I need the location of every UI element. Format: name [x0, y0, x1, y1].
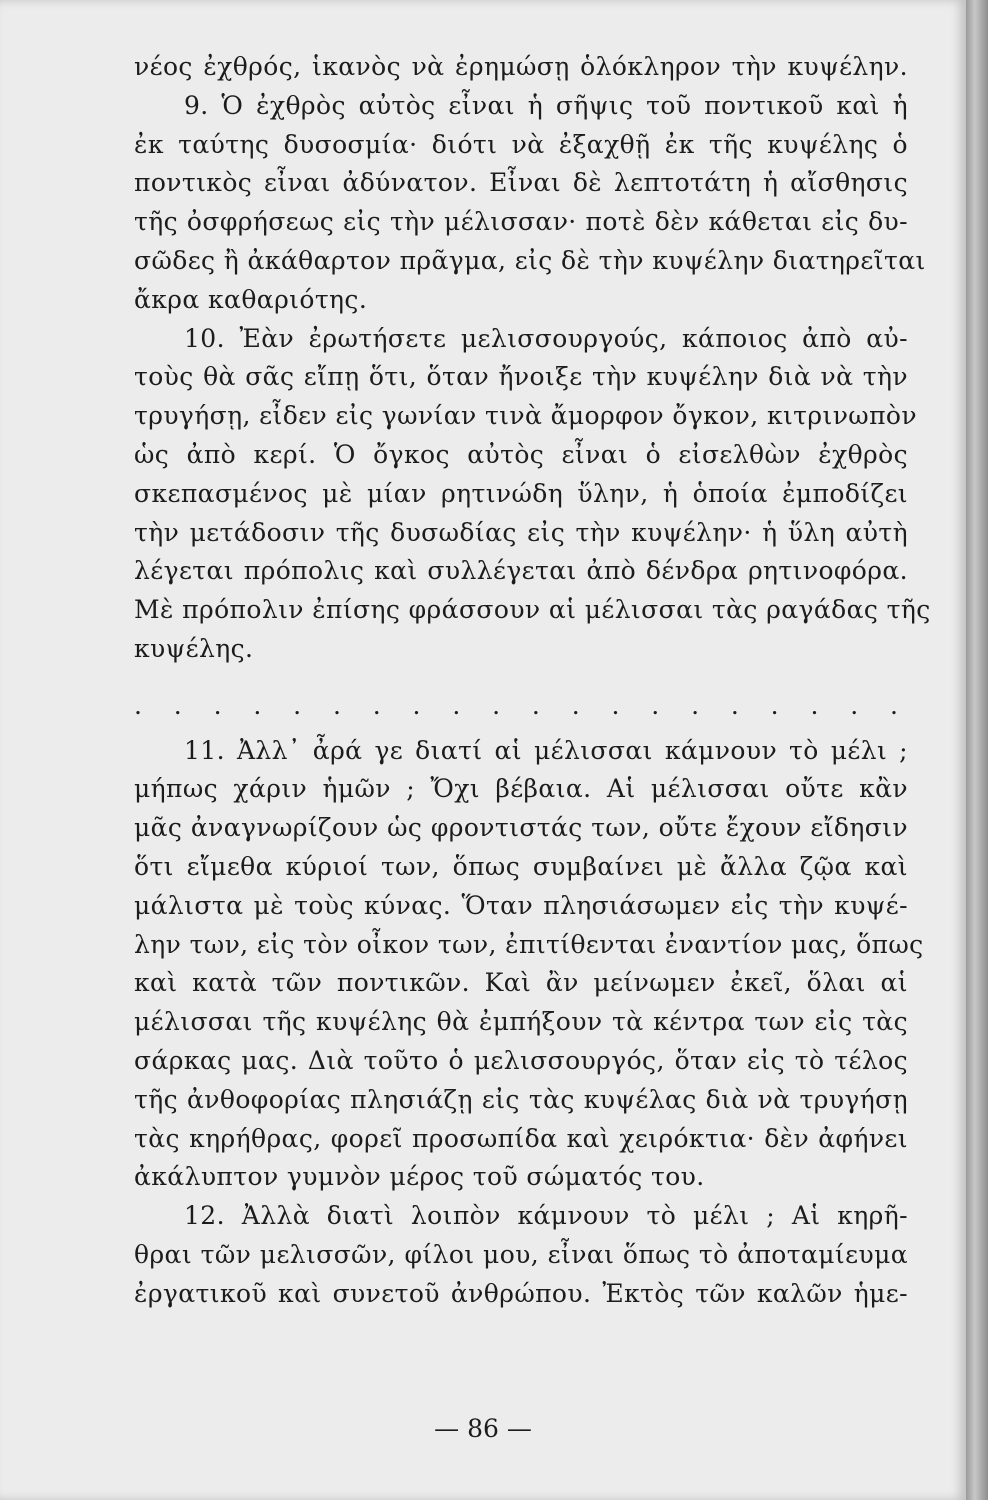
paragraph-9: [134, 87, 926, 320]
text-line: τῆς ὀσφρήσεως εἰς τὴν μέλισσαν· ποτὲ δὲν κάθεται εἰς δυ-: [134, 207, 908, 237]
text-line: λέγεται πρόπολις καὶ συλλέγεται ἀπὸ δένδρα ρητινοφόρα.: [134, 556, 908, 586]
text-line: τρυγήσῃ, εἶδεν εἰς γωνίαν τινὰ ἄμορφον ὄγκον, κιτρινωπὸν: [134, 401, 917, 431]
text-line: ἐκ ταύτης δυσοσμία· διότι νὰ ἐξαχθῇ ἐκ τῆς κυψέλης ὁ: [134, 129, 908, 159]
text-line: λην των, εἰς τὸν οἶκον των, ἐπιτίθενται ἐναντίον μας, ὅπως: [134, 929, 924, 959]
text-line: μᾶς ἀναγνωρίζουν ὡς φροντιστάς των, οὔτε ἔχουν εἴδησιν: [134, 813, 908, 843]
text-line: μήπως χάριν ἡμῶν ; Ὄχι βέβαια. Αἱ μέλισσαι οὔτε κἂν: [134, 774, 908, 804]
text-line: 11. Ἀλλ᾽ ἆρά γε διατί αἱ μέλισσαι κάμνουν τὸ μέλι ;: [184, 735, 908, 765]
text-line: τοὺς θὰ σᾶς εἴπῃ ὅτι, ὅταν ἤνοιξε τὴν κυψέλην διὰ νὰ τὴν: [134, 362, 908, 392]
page-edge: [966, 0, 988, 1500]
page-number: — 86 —: [434, 1414, 532, 1443]
text-line: κυψέλης.: [134, 633, 254, 663]
paragraph-12: [134, 1197, 908, 1313]
text-line: σάρκας μας. Διὰ τοῦτο ὁ μελισσουργός, ὅταν εἰς τὸ τέλος: [134, 1045, 908, 1075]
text-line: θραι τῶν μελισσῶν, φίλοι μου, εἶναι ὅπως τὸ ἀποταμίευμα: [134, 1239, 908, 1269]
text-line: νέος ἐχθρός, ἱκανὸς νὰ ἐρημώσῃ ὁλόκληρον τὴν κυψέλην.: [134, 52, 908, 81]
paragraph-10: [134, 320, 931, 669]
body-text: [134, 48, 931, 1314]
text-line: σῶδες ἢ ἀκάθαρτον πρᾶγμα, εἰς δὲ τὴν κυψέλην διατηρεῖται: [134, 245, 926, 275]
text-line: ἄκρα καθαριότης.: [134, 284, 368, 314]
text-line: ὡς ἀπὸ κερί. Ὁ ὄγκος αὐτὸς εἶναι ὁ εἰσελθὼν ἐχθρὸς: [134, 439, 908, 469]
text-line: 12. Ἀλλὰ διατὶ λοιπὸν κάμνουν τὸ μέλι ; Αἱ κηρῆ-: [184, 1201, 908, 1231]
text-line: 10. Ἐὰν ἐρωτήσετε μελισσουργούς, κάποιος ἀπὸ αὐ-: [184, 323, 908, 353]
ellipsis-separator: . . . . . . . . . . . . . . . . . . . .: [134, 690, 908, 720]
text-line: ὅτι εἴμεθα κύριοί των, ὅπως συμβαίνει μὲ ἄλλα ζῷα καὶ: [134, 851, 908, 881]
text-line: μάλιστα μὲ τοὺς κύνας. Ὅταν πλησιάσωμεν εἰς τὴν κυψέ-: [134, 890, 908, 920]
text-line: 9. Ὁ ἐχθρὸς αὐτὸς εἶναι ἡ σῆψις τοῦ ποντικοῦ καὶ ἡ: [184, 90, 908, 120]
text-line: Μὲ πρόπολιν ἐπίσης φράσσουν αἱ μέλισσαι τὰς ραγάδας τῆς: [134, 595, 931, 625]
text-line: τὰς κηρήθρας, φορεῖ προσωπίδα καὶ χειρόκτια· δὲν ἀφήνει: [134, 1123, 908, 1153]
text-line: μέλισσαι τῆς κυψέλης θὰ ἐμπήξουν τὰ κέντρα των εἰς τὰς: [134, 1007, 908, 1037]
text-line: ποντικὸς εἶναι ἀδύνατον. Εἶναι δὲ λεπτοτάτη ἡ αἴσθησις: [134, 168, 908, 198]
text-line: καὶ κατὰ τῶν ποντικῶν. Καὶ ἂν μείνωμεν ἐκεῖ, ὅλαι αἱ: [134, 968, 908, 998]
text-line: ἀκάλυπτον γυμνὸν μέρος τοῦ σώματός του.: [134, 1162, 705, 1192]
text-line: σκεπασμένος μὲ μίαν ρητινώδη ὕλην, ἡ ὁποία ἐμποδίζει: [134, 478, 908, 508]
text-line: ἐργατικοῦ καὶ συνετοῦ ἀνθρώπου. Ἐκτὸς τῶν καλῶν ἡμε-: [134, 1278, 908, 1308]
text-line: τῆς ἀνθοφορίας πλησιάζῃ εἰς τὰς κυψέλας διὰ νὰ τρυγήσῃ: [134, 1084, 908, 1114]
text-line: τὴν μετάδοσιν τῆς δυσωδίας εἰς τὴν κυψέλην· ἡ ὕλη αὐτὴ: [134, 517, 908, 547]
paragraph-11: [134, 732, 924, 1198]
